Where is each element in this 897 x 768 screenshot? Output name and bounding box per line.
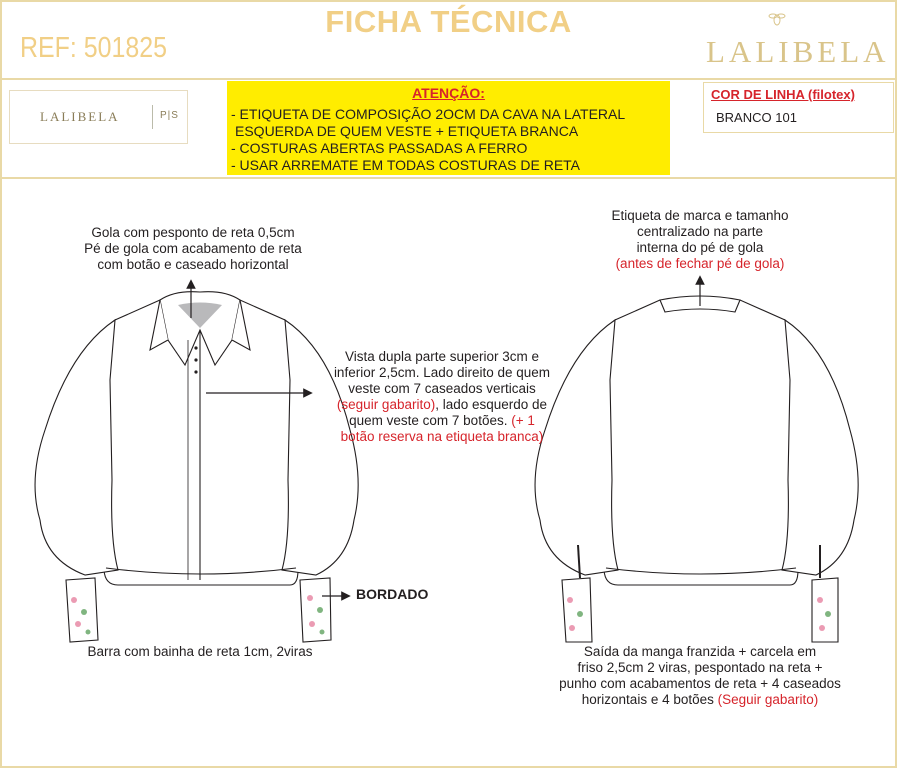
placket-note: Vista dupla parte superior 3cm e inferior 2,5cm. Lado direito de quem veste com 7 caseados verticais (seguir gabarito), lado esquerdo de quem veste com 7 botões. (+ 1 botão reserva na etiqueta branca) xyxy=(333,349,551,444)
label-tag: P|S xyxy=(160,110,179,121)
attention-line: - COSTURAS ABERTAS PASSADAS A FERRO xyxy=(231,140,528,156)
label-note: Etiqueta de marca e tamanho centralizado na parte interna do pé de gola (antes de fechar pé de gola) xyxy=(611,208,789,271)
attention-line: - ETIQUETA DE COMPOSIÇÃO 2OCM DA CAVA NA LATERAL xyxy=(231,106,626,122)
thread-value: BRANCO 101 xyxy=(716,110,797,125)
embroidery-label: BORDADO xyxy=(356,586,429,602)
label-brand: LALIBELA xyxy=(40,109,120,124)
attention-title: ATENÇÃO: xyxy=(412,85,485,101)
attention-line: - USAR ARREMATE EM TODAS COSTURAS DE RETA xyxy=(231,157,581,173)
sleeve-note: Saída da manga franzida + carcela em friso 2,5cm 2 viras, pespontado na reta + punho com acabamentos de reta + 4 caseados horizontais e 4 botões (Seguir gabarito) xyxy=(559,644,841,707)
embroidery-pattern xyxy=(71,595,325,635)
brand-logo: LALIBELA xyxy=(706,34,890,69)
hem-note: Barra com bainha de reta 1cm, 2viras xyxy=(87,644,313,659)
page-title: FICHA TÉCNICA xyxy=(325,4,572,39)
thread-title: COR DE LINHA (filotex) xyxy=(711,87,855,102)
front-shirt-drawing xyxy=(35,292,358,642)
reference-number: REF: 501825 xyxy=(20,32,167,64)
collar-note: Gola com pesponto de reta 0,5cm Pé de gola com acabamento de reta com botão e caseado horizontal xyxy=(84,225,302,272)
attention-line: ESQUERDA DE QUEM VESTE + ETIQUETA BRANCA xyxy=(235,123,579,139)
back-shirt-drawing xyxy=(535,296,858,642)
